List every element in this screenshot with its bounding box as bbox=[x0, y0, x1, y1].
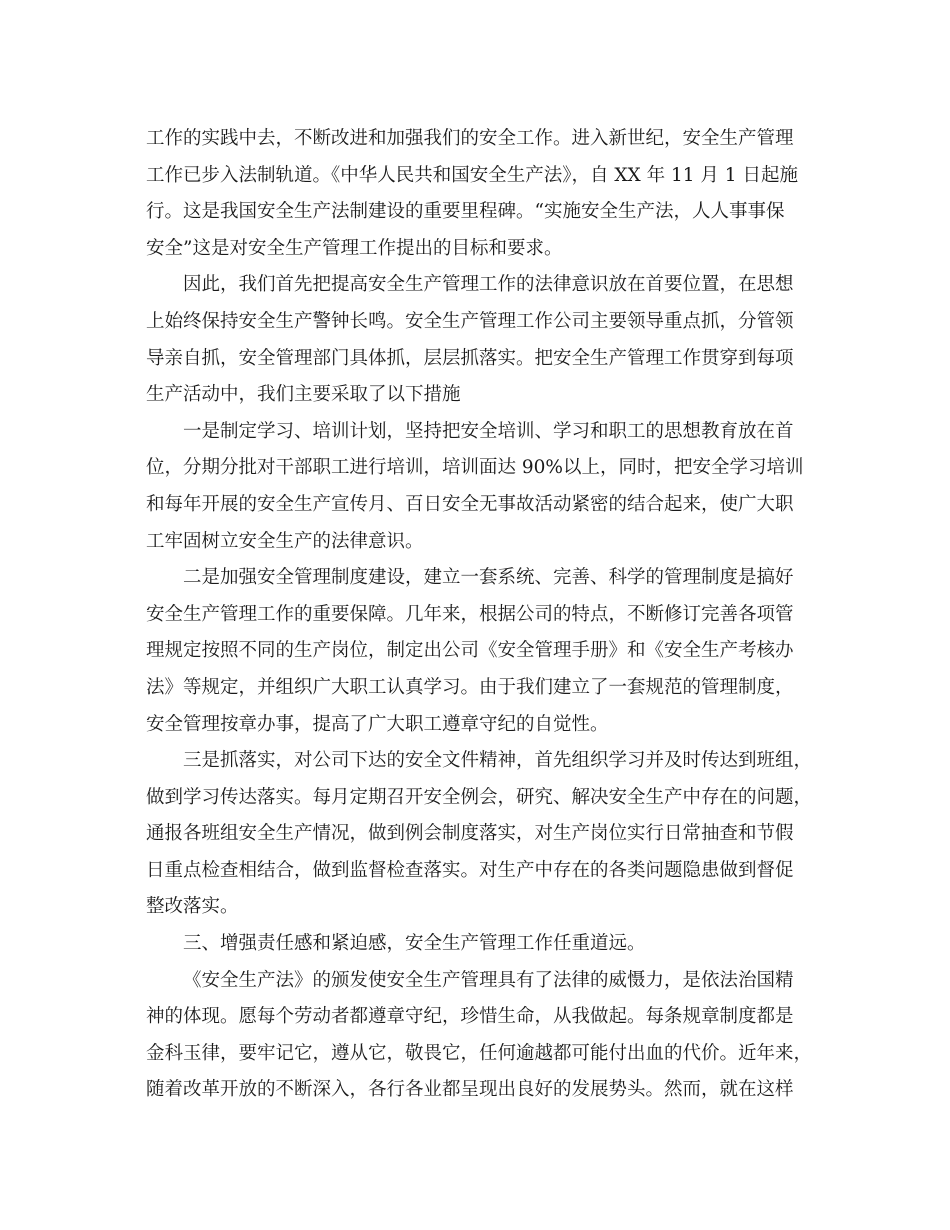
text-line: 和每年开展的安全生产宣传月、百日安全无事故活动紧密的结合起来，使广大职 bbox=[146, 493, 794, 515]
text-line: 工牢固树立安全生产的法律意识。 bbox=[146, 530, 424, 552]
text-line: 工作的实践中去，不断改进和加强我们的安全工作。进入新世纪，安全生产管理 bbox=[146, 128, 794, 149]
paragraph-start-line: 《安全生产法》的颁发使安全生产管理具有了法律的威慑力，是依法治国精 bbox=[183, 969, 794, 991]
section-heading-line: 三、增强责任感和紧迫感，安全生产管理工作任重道远。 bbox=[183, 933, 646, 955]
text-line: 日重点检查相结合，做到监督检查落实。对生产中存在的各类问题隐患做到督促 bbox=[146, 859, 794, 881]
text-line: 随着改革开放的不断深入，各行各业都呈现出良好的发展势头。然而，就在这样 bbox=[146, 1079, 794, 1101]
text-line: 金科玉律，要牢记它，遵从它，敬畏它，任何逾越都可能付出血的代价。近年来， bbox=[146, 1042, 813, 1064]
text-line: 做到学习传达落实。每月定期召开安全例会，研究、解决安全生产中存在的问题， bbox=[146, 786, 813, 808]
text-line: 神的体现。愿每个劳动者都遵章守纪，珍惜生命，从我做起。每条规章制度都是 bbox=[146, 1006, 794, 1028]
text-line: 导亲自抓，安全管理部门具体抓，层层抓落实。把安全生产管理工作贯穿到每项 bbox=[146, 347, 794, 369]
text-line: 安全生产管理工作的重要保障。几年来，根据公司的特点，不断修订完善各项管 bbox=[146, 603, 794, 625]
paragraph-start-line: 一是制定学习、培训计划，坚持把安全培训、学习和职工的思想教育放在首 bbox=[183, 420, 794, 442]
text-line: 安全”这是对安全生产管理工作提出的目标和要求。 bbox=[146, 237, 563, 259]
text-line: 行。这是我国安全生产法制建设的重要里程碑。“实施安全生产法，人人事事保 bbox=[146, 201, 785, 223]
text-line: 法》等规定，并组织广大职工认真学习。由于我们建立了一套规范的管理制度， bbox=[146, 676, 794, 698]
paragraph-start-line: 二是加强安全管理制度建设，建立一套系统、完善、科学的管理制度是搞好 bbox=[183, 567, 794, 589]
text-line: 生产活动中，我们主要采取了以下措施 bbox=[146, 384, 461, 406]
paragraph-start-line: 三是抓落实，对公司下达的安全文件精神，首先组织学习并及时传达到班组， bbox=[183, 750, 813, 772]
text-line: 位，分期分批对干部职工进行培训，培训面达 90%以上，同时，把安全学习培训 bbox=[146, 457, 804, 479]
text-line: 理规定按照不同的生产岗位，制定出公司《安全管理手册》和《安全生产考核办 bbox=[146, 640, 794, 662]
text-line: 通报各班组安全生产情况，做到例会制度落实，对生产岗位实行日常抽查和节假 bbox=[146, 823, 794, 845]
text-line: 整改落实。 bbox=[146, 896, 239, 918]
text-line: 工作已步入法制轨道。《中华人民共和国安全生产法》，自 XX 年 11 月 1 日起施 bbox=[146, 164, 798, 186]
text-line: 上始终保持安全生产警钟长鸣。安全生产管理工作公司主要领导重点抓，分管领 bbox=[146, 310, 794, 332]
paragraph-start-line: 因此，我们首先把提高安全生产管理工作的法律意识放在首要位置，在思想 bbox=[183, 274, 794, 296]
text-line: 安全管理按章办事，提高了广大职工遵章守纪的自觉性。 bbox=[146, 713, 609, 735]
body-text bbox=[146, 121, 813, 1109]
